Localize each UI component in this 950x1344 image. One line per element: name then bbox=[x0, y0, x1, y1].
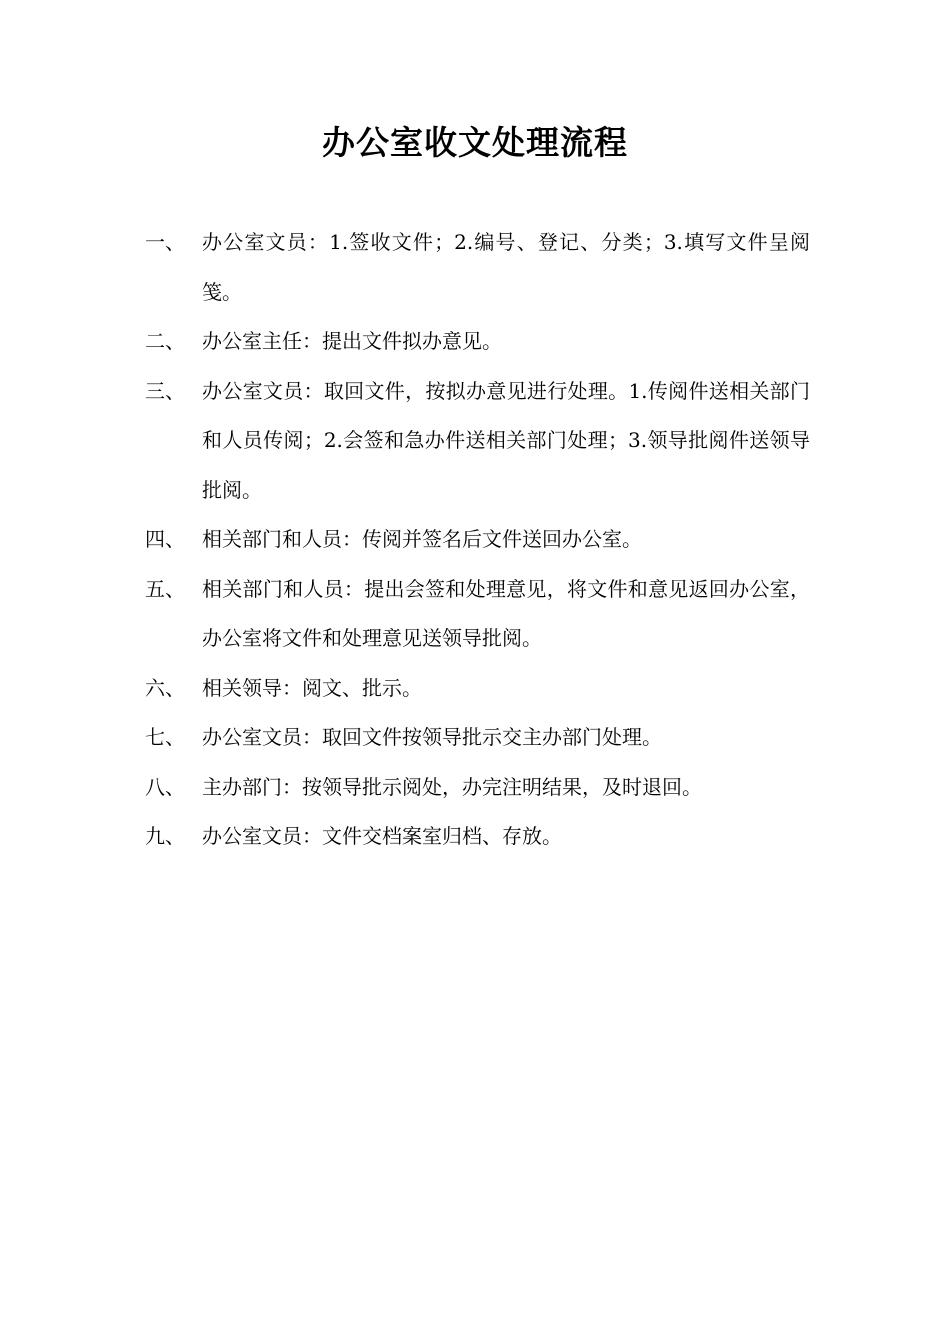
document-title: 办公室收文处理流程 bbox=[322, 123, 628, 162]
step-number: 七、 bbox=[145, 725, 185, 749]
process-step bbox=[145, 218, 810, 317]
step-number: 五、 bbox=[145, 576, 185, 601]
step-number: 二、 bbox=[145, 329, 185, 353]
process-step bbox=[145, 763, 810, 813]
process-step bbox=[145, 812, 810, 862]
step-number: 八、 bbox=[145, 774, 185, 799]
step-text: 相关领导：阅文、批示。 bbox=[202, 675, 422, 700]
process-step-list bbox=[145, 218, 810, 862]
step-text: 办公室文员：1.签收文件；2.编号、登记、分类；3.填写文件呈阅笺。 bbox=[202, 230, 810, 304]
step-number: 一、 bbox=[145, 230, 185, 254]
step-text: 办公室文员：取回文件，按拟办意见进行处理。1.传阅件送相关部门和人员传阅；2.会签和急办件送相关部门处理；3.领导批阅件送领导批阅。 bbox=[202, 378, 810, 502]
step-text: 主办部门：按领导批示阅处，办完注明结果，及时退回。 bbox=[202, 774, 702, 799]
step-text: 相关部门和人员：提出会签和处理意见，将文件和意见返回办公室，办公室将文件和处理意见送领导批阅。 bbox=[202, 576, 810, 650]
process-step bbox=[145, 565, 810, 664]
process-step bbox=[145, 713, 810, 763]
step-number: 三、 bbox=[145, 378, 185, 403]
process-step bbox=[145, 367, 810, 516]
step-number: 四、 bbox=[145, 527, 185, 551]
step-text: 办公室主任：提出文件拟办意见。 bbox=[202, 329, 502, 353]
step-text: 办公室文员：文件交档案室归档、存放。 bbox=[202, 824, 562, 848]
process-step bbox=[145, 515, 810, 565]
process-step bbox=[145, 317, 810, 367]
step-text: 相关部门和人员：传阅并签名后文件送回办公室。 bbox=[202, 527, 642, 551]
step-number: 九、 bbox=[145, 824, 185, 848]
step-number: 六、 bbox=[145, 675, 185, 700]
process-step bbox=[145, 664, 810, 714]
step-text: 办公室文员：取回文件按领导批示交主办部门处理。 bbox=[202, 725, 662, 749]
